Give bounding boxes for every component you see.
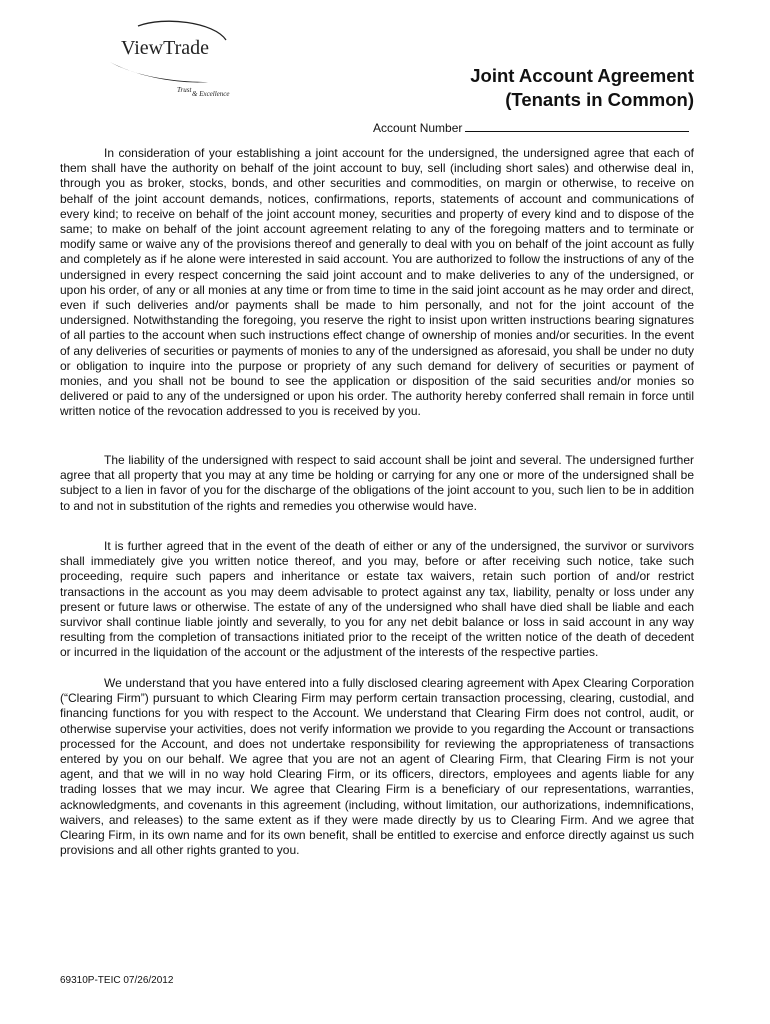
title-line-1: Joint Account Agreement bbox=[470, 65, 694, 86]
form-code-footer: 69310P-TEIC 07/26/2012 bbox=[60, 975, 174, 986]
document-title bbox=[470, 64, 694, 112]
logo-brand-text: ViewTrade bbox=[121, 37, 210, 59]
account-number-field[interactable] bbox=[373, 120, 689, 135]
paragraph-liability bbox=[60, 453, 694, 514]
account-number-blank-line[interactable] bbox=[465, 120, 689, 132]
title-line-2: (Tenants in Common) bbox=[505, 89, 694, 110]
paragraph-clearing-firm bbox=[60, 676, 694, 858]
paragraph-text: The liability of the undersigned with respect to said account shall be joint and several. The undersigned further agree that all property that you may at any time be holding or carrying for any one or more of the undersigned shall be subject to a lien in favor of you for the discharge of the obligations of the joint account to you, such lien to be in addition to and not in substitution of the rights and remedies you otherwise would have. bbox=[60, 453, 694, 513]
paragraph-text: In consideration of your establishing a joint account for the undersigned, the undersigned agree that each of them shall have the authority on behalf of the joint account to buy, sell (including short sales) and otherwise deal in, through you as broker, stocks, bonds, and other securities and commodities, on margin or otherwise, to receive on behalf of the joint account demands, notices, confirmations, reports, statements of account and communications of every kind; to receive on behalf of the joint account money, securities and property of every kind and to dispose of the same; to make on behalf of the joint account agreement relating to any of the foregoing matters and to terminate or modify same or waive any of the provisions thereof and generally to deal with you on behalf of the joint account as fully and completely as if he alone were interested in said account. You are authorized to follow the instructions of any of the undersigned in every respect concerning the said joint account and to make deliveries to any of the undersigned, or upon his order, of any or all monies at any time or from time to time in the said joint account as he may order and direct, even if such deliveries and/or payments shall be made to him personally, and not for the joint account of the undersigned. Notwithstanding the foregoing, you reserve the right to insist upon written instructions bearing signatures of all parties to the account when such instructions effect change of ownership of monies and/or securities. In the event of any deliveries of securities or payments of monies to any of the undersigned as aforesaid, you shall be under no duty or obligation to inquire into the purpose or propriety of any such demand for delivery of securities or payment of monies, and you shall not be bound to see the application or disposition of the said securities and/or monies so delivered or paid to any of the undersigned or upon his order. The authority hereby conferred shall remain in force until written notice of the revocation addressed to you is received by you. bbox=[60, 146, 694, 419]
logo-tagline-excellence: & Excellence bbox=[192, 90, 230, 98]
paragraph-death-of-party bbox=[60, 539, 694, 661]
paragraph-text: It is further agreed that in the event of the death of either or any of the undersigned, the survivor or survivors shall immediately give you written notice thereof, and you may, before or after receiving such notice, take such proceeding, require such papers and inheritance or estate tax waivers, retain such portion of and/or restrict transactions in the account as you may deem advisable to protect against any tax, liability, penalty or loss under any present or future laws or otherwise. The estate of any of the undersigned who shall have died shall be liable and each survivor shall continue liable jointly and severally, to you for any net debit balance or loss in said account in any way resulting from the completion of transactions initiated prior to the receipt of the written notice of the death of decedent or incurred in the liquidation of the account or the adjustment of the interests of the respective parties. bbox=[60, 539, 694, 660]
paragraph-text: We understand that you have entered into a fully disclosed clearing agreement with Apex Clearing Corporation (“Clearing Firm”) pursuant to which Clearing Firm may perform certain transaction processing, clearing, custodial, and financing functions for you with respect to the Account. We understand that Clearing Firm does not control, audit, or otherwise supervise your activities, does not verify information we provide to you regarding the Account or transactions processed for the Account, and does not undertake responsibility for reviewing the appropriateness of transactions entered by you on our behalf. We agree that you are not an agent of Clearing Firm, that Clearing Firm is not your agent, and that we will in no way hold Clearing Firm, or its officers, directors, employees and agents liable for any trading losses that we may incur. We agree that Clearing Firm is a beneficiary of our representations, warranties, acknowledgments, and covenants in this agreement (including, without limitation, our authorizations, indemnifications, waivers, and releases) to the same extent as if they were made directly by us to Clearing Firm. And we agree that Clearing Firm, in its own name and for its own benefit, shall be entitled to exercise and enforce directly against us such provisions and all other rights granted to you. bbox=[60, 676, 694, 858]
paragraph-authority bbox=[60, 146, 694, 420]
logo-swoosh-graphic bbox=[104, 18, 244, 100]
logo-tagline-trust: Trust bbox=[177, 86, 192, 94]
viewtrade-logo bbox=[104, 18, 244, 100]
account-number-label: Account Number bbox=[373, 121, 463, 135]
